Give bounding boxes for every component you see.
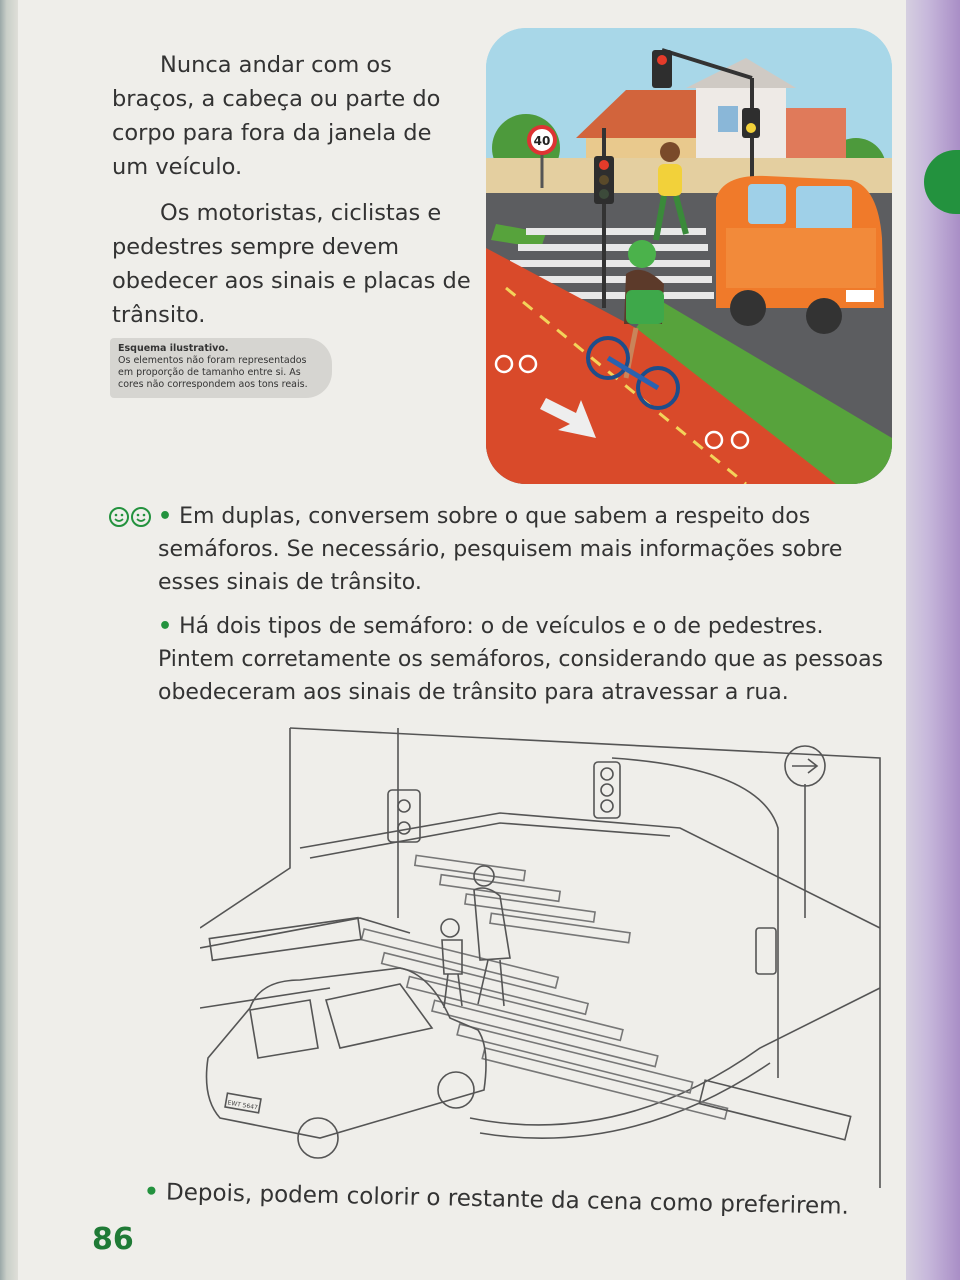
pair-work-icon	[108, 506, 156, 528]
note-title: Esquema ilustrativo.	[118, 343, 229, 354]
intro-paragraph-1: Nunca andar com os braços, a cabeça ou parte do corpo para fora da janela de um veículo.	[112, 52, 441, 180]
activity-item-1	[158, 500, 898, 599]
coloring-scene	[200, 718, 890, 1188]
speed-sign-value: 40	[533, 134, 551, 148]
street-scene-svg	[486, 28, 892, 484]
street-illustration	[486, 28, 892, 484]
activity-3-text: Depois, podem colorir o restante da cena como preferirem.	[165, 1179, 850, 1220]
illustration-credit	[896, 340, 904, 470]
bullet: •	[143, 1179, 159, 1206]
license-plate: EWT 5647	[226, 1099, 259, 1112]
intro-paragraph-2: Os motoristas, ciclistas e pedestres sempre devem obedecer aos sinais e placas de trânsito.	[112, 200, 471, 328]
bullet: •	[158, 614, 173, 639]
page-number: 86	[92, 1222, 134, 1257]
activity-1-text: Em duplas, conversem sobre o que sabem a respeito dos semáforos. Se necessário, pesquisem mais informações sobre esses sinais de trânsito.	[158, 504, 843, 595]
activity-2-text: Há dois tipos de semáforo: o de veículos e o de pedestres. Pintem corretamente os semáforos, considerando que as pessoas obedeceram aos sinais de trânsito para atravessar a rua.	[158, 614, 884, 705]
note-text: Os elementos não foram representados em proporção de tamanho entre si. As cores não correspondem aos tons reais.	[118, 355, 308, 390]
coloring-scene-svg	[200, 718, 890, 1188]
activity-item-2	[158, 610, 898, 709]
intro-text	[112, 48, 472, 344]
illustrative-note	[110, 338, 332, 398]
bullet: •	[158, 504, 173, 529]
